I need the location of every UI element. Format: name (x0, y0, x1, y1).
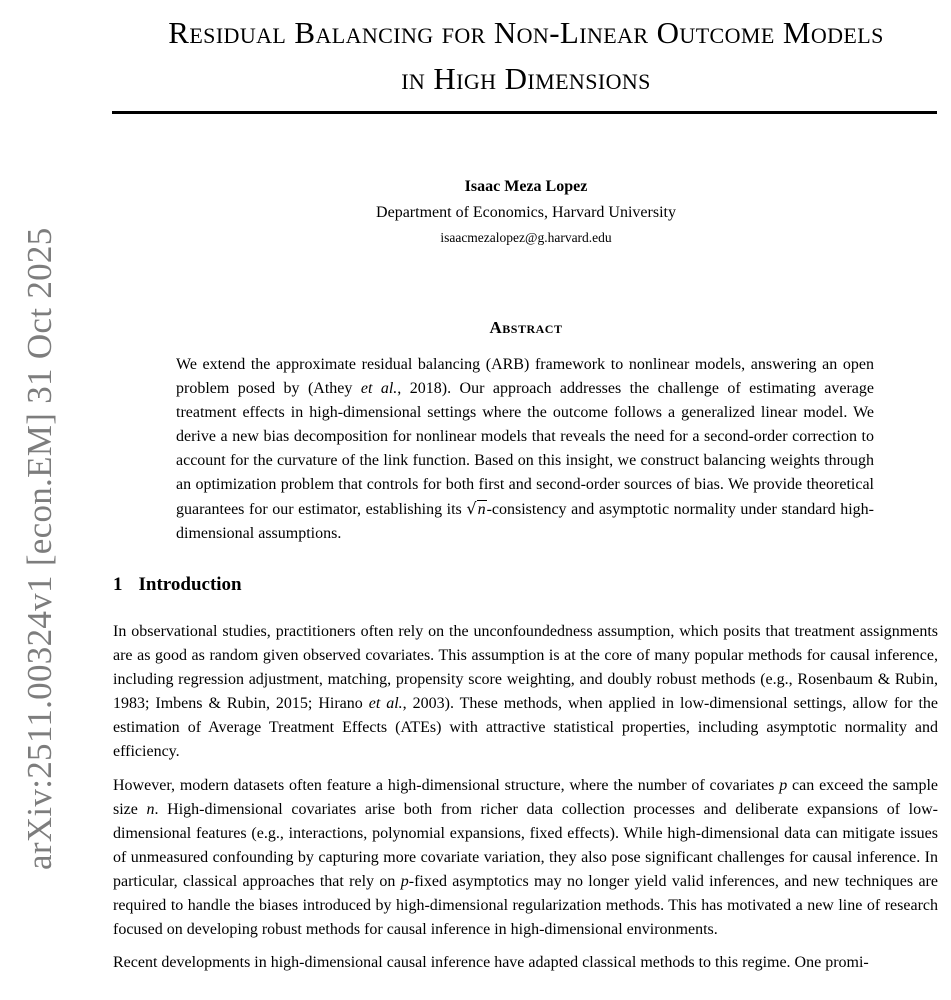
intro-text: However, modern datasets often feature a high-dimensional structure, where the number of covariates (113, 776, 780, 794)
abstract-text-part: We extend the approximate residual balancing (ARB) framework to nonlinear models, answering an open problem posed by (Athey (176, 356, 874, 397)
intro-etal: et al. (368, 695, 403, 713)
section-heading-introduction (113, 574, 242, 596)
author-affiliation: Department of Economics, Harvard University (376, 204, 676, 221)
abstract-text-part: -consistency and asymptotic normality under standard high-dimensional assumptions. (176, 501, 875, 542)
abstract-heading: Abstract (489, 318, 563, 337)
math-p: p (779, 776, 788, 794)
intro-paragraph-1 (113, 620, 938, 765)
title-line-1: Residual Balancing for Non-Linear Outcome Models (168, 15, 884, 50)
author-block (115, 175, 937, 247)
title-line-2: in High Dimensions (401, 61, 651, 96)
intro-text: , 2003). These methods, when applied in low-dimensional settings, allow for the estimation of Average Treatment Effects (ATEs) with attractive statistical properties, including asymptotic normality and efficiency. (113, 695, 939, 761)
introduction-body (113, 620, 938, 984)
intro-text: . High-dimensional covariates arise both from richer data collection processes and deliberate expansions of low-dimensional features (e.g., interactions, polynomial expansions, fixed effects). While high-dimensional data can mitigate issues of unmeasured confounding by capturing more covariate variation, they also pose significant challenges for causal inference. In particular, classical approaches that rely on (113, 800, 939, 890)
section-number: 1 (113, 574, 123, 595)
math-n: n (146, 800, 155, 818)
paper-title (115, 10, 937, 102)
intro-paragraph-3: Recent developments in high-dimensional causal inference have adapted classical methods to this regime. One promi- (113, 954, 869, 972)
section-title: Introduction (138, 574, 242, 595)
intro-text: -fixed asymptotics may no longer yield valid inferences, and new techniques are required to handle the biases introduced by high-dimensional regularization methods. This has motivated a new line of research focused on developing robust methods for causal inference in high-dimensional environments. (113, 872, 938, 939)
author-name: Isaac Meza Lopez (464, 178, 588, 195)
arxiv-identifier-stamp: arXiv:2511.00324v1 [econ.EM] 31 Oct 2025 (20, 227, 59, 870)
intro-paragraph-2 (113, 774, 938, 943)
author-email: isaacmezalopez@g.harvard.edu (440, 230, 612, 245)
sqrt-argument: n (477, 501, 486, 518)
intro-text: can exceed the sample size (113, 776, 938, 818)
abstract-body (176, 353, 874, 546)
abstract-etal: et al. (360, 380, 398, 397)
title-rule (112, 111, 937, 114)
sqrt-symbol: √ (466, 499, 477, 518)
abstract-text-part: , 2018). Our approach addresses the challenge of estimating average treatment effects in high-dimensional settings where the outcome follows a generalized linear model. We derive a new bias decomposition for nonlinear models that reveals the need for a second-order correction to account for the curvature of the link function. Based on this insight, we construct balancing weights through an optimization problem that controls for both first and second-order sources of bias. We provide theoretical guarantees for our estimator, establishing its (176, 380, 875, 518)
intro-text: In observational studies, practitioners often rely on the unconfoundedness assumption, which posits that treatment assignments are as good as random given observed covariates. This assumption is at the core of many popular methods for causal inference, including regression adjustment, matching, propensity score weighting, and doubly robust methods (e.g., Rosenbaum & Rubin, 1983; Imbens & Rubin, 2015; Hirano (113, 623, 938, 713)
math-p: p (400, 872, 409, 890)
